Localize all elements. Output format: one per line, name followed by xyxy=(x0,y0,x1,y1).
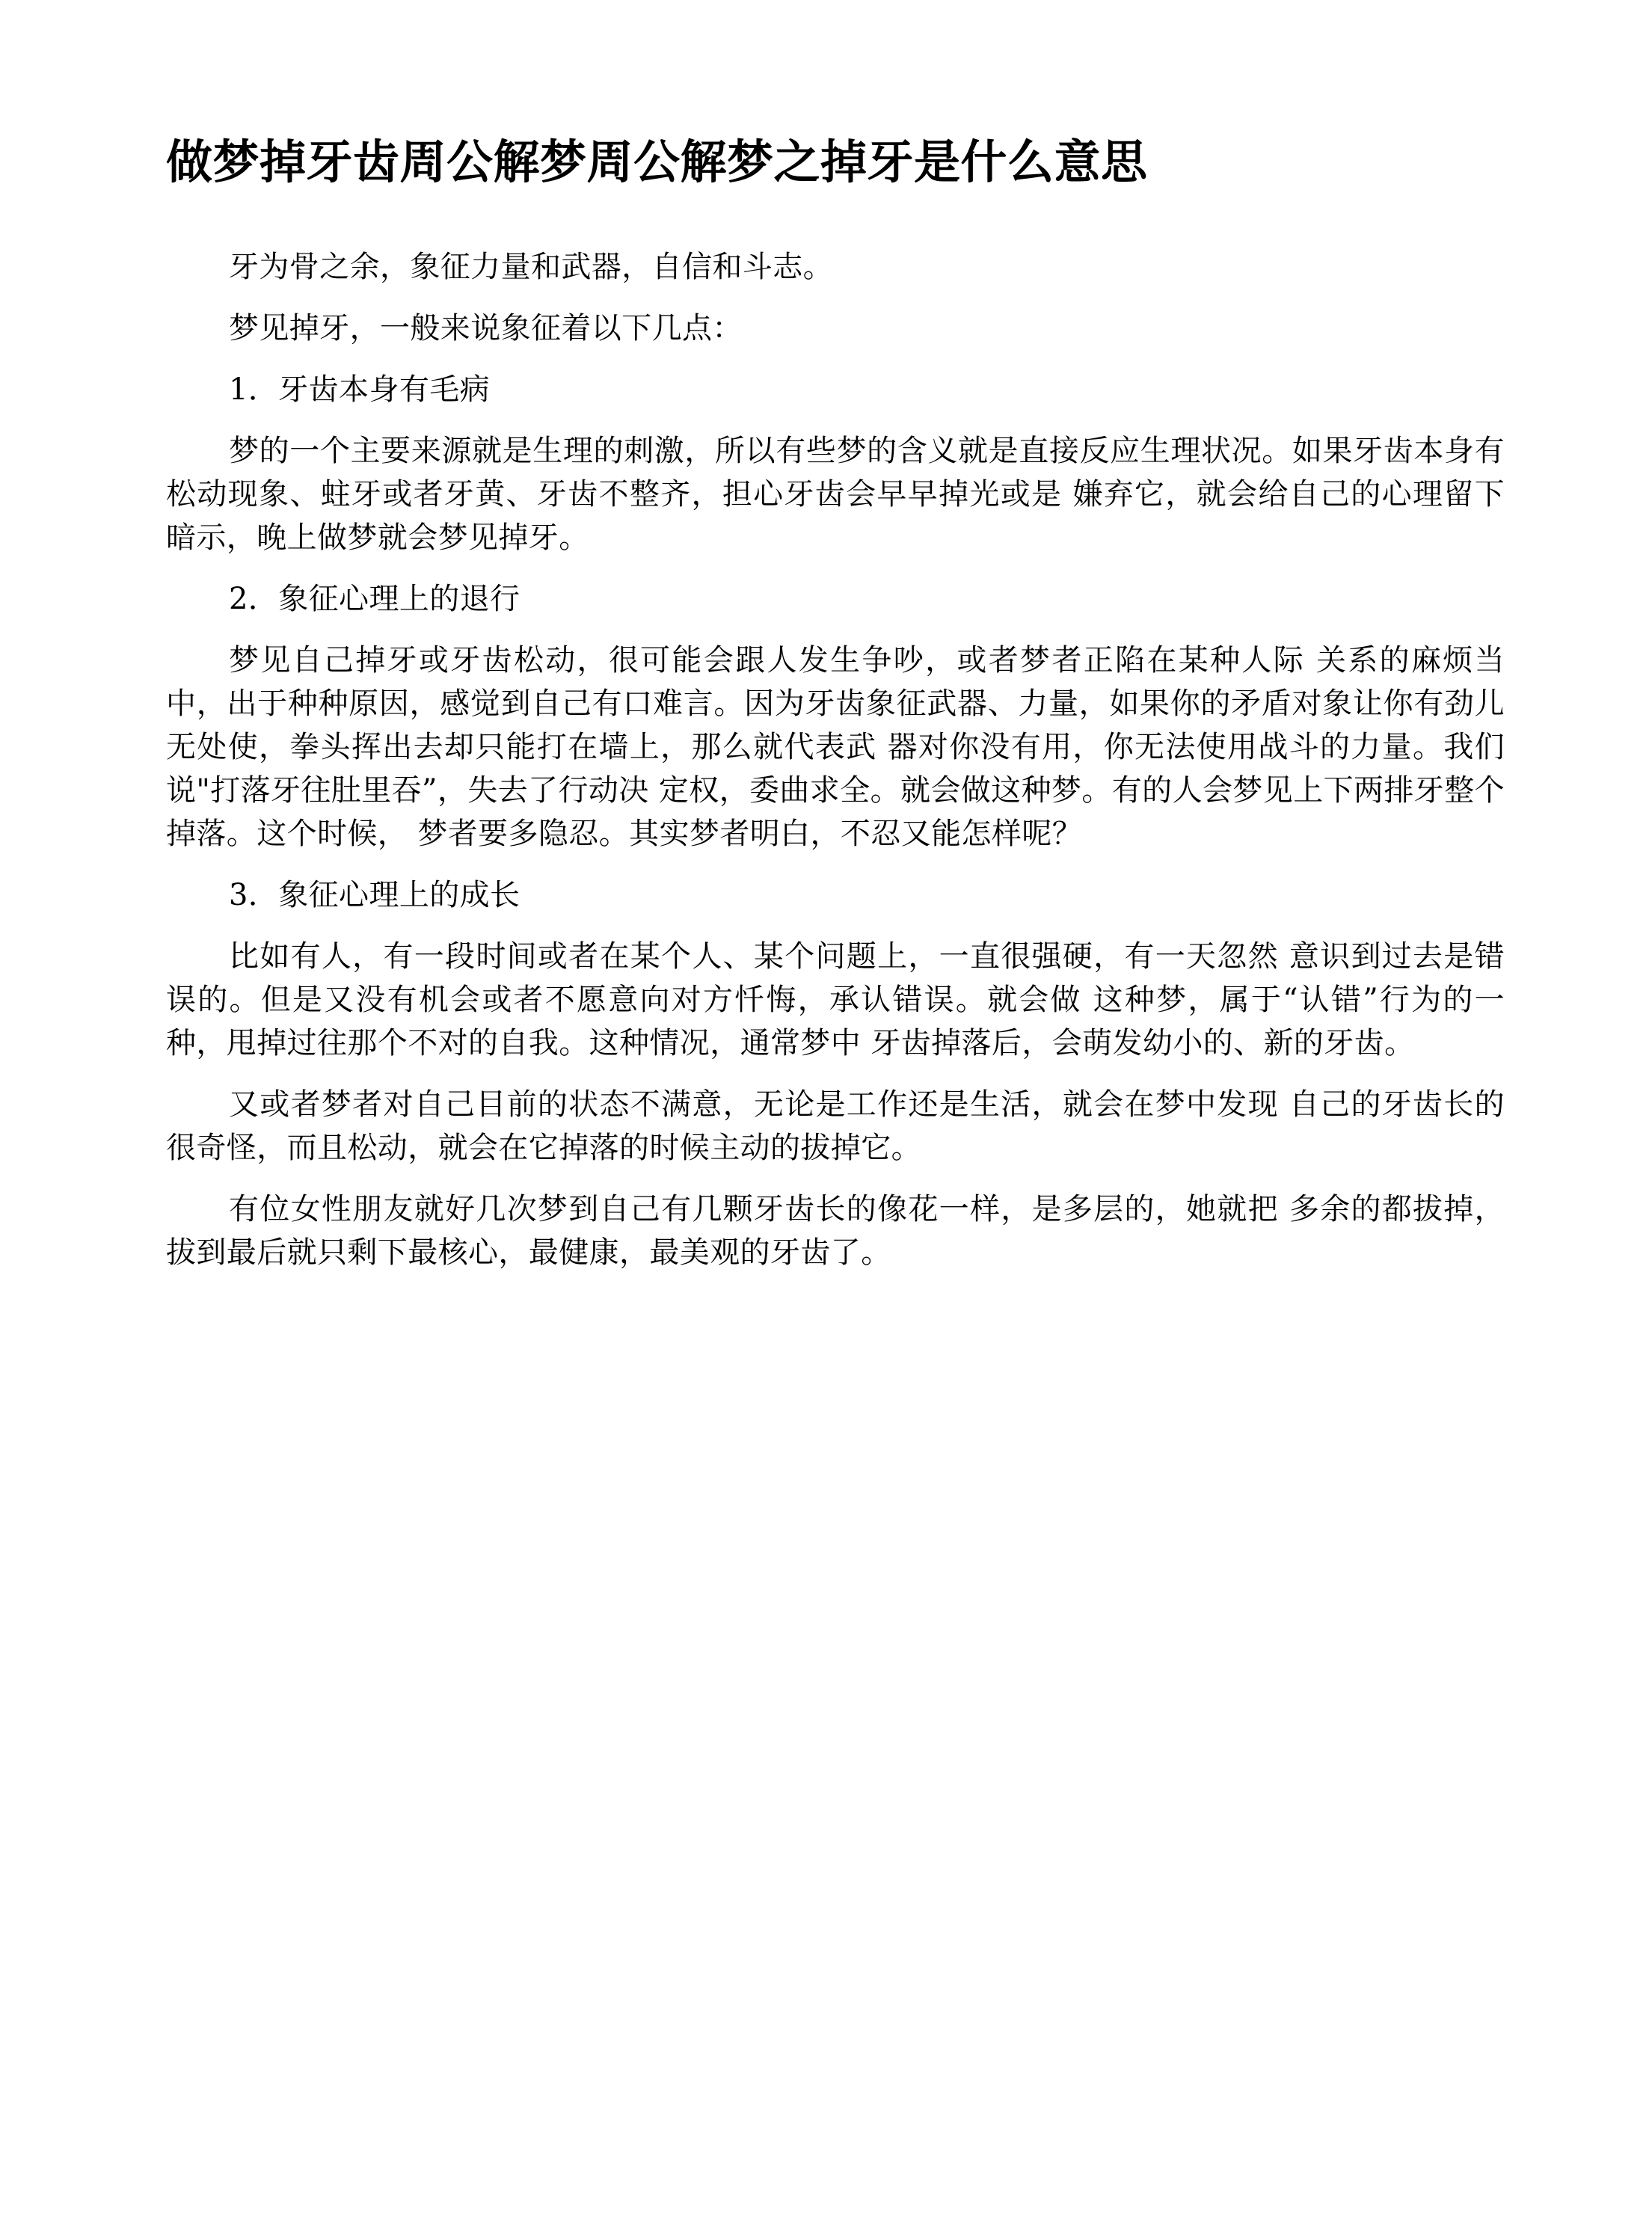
paragraph-body-5: 有位女性朋友就好几次梦到自己有几颗牙齿长的像花一样，是多层的，她就把 多余的都拔掉，拔到最后就只剩下最核心，最健康，最美观的牙齿了。 xyxy=(166,1191,1505,1270)
paragraph-spacer xyxy=(166,559,1505,567)
paragraph-spacer xyxy=(166,621,1505,628)
section-heading-1: 1．牙齿本身有毛病 xyxy=(229,372,491,407)
section-heading-3: 3．象征心理上的成长 xyxy=(229,877,521,912)
title-spacer xyxy=(166,191,1505,235)
paragraph-spacer xyxy=(166,1065,1505,1072)
paragraph-body-2: 梦见自己掉牙或牙齿松动，很可能会跟人发生争吵，或者梦者正陷在某种人际 关系的麻烦当中，出于种种原因，感觉到自己有口难言。因为牙齿象征武器、力量，如果你的矛盾对象让你有劲儿无处使，拳头挥出去却只能打在墙上，那么就代表武 器对你没有用，你无法使用战斗的力量。我们说"打落牙往肚里吞”，失去了行动决 定权，委曲求全。就会做这种梦。有的人会梦见上下两排牙整个掉落。这个时候， 梦者要多隐忍。其实梦者明白，不忍又能怎样呢？ xyxy=(166,642,1505,851)
paragraph-body-1: 梦的一个主要来源就是生理的刺激，所以有些梦的含义就是直接反应生理状况。如果牙齿本身有松动现象、蛀牙或者牙黄、牙齿不整齐，担心牙齿会早早掉光或是 嫌弃它，就会给自己的心理留下暗示，晚上做梦就会梦见掉牙。 xyxy=(166,433,1505,555)
paragraph-spacer xyxy=(166,289,1505,296)
paragraph-spacer xyxy=(166,411,1505,419)
paragraph-spacer xyxy=(166,350,1505,357)
paragraph-intro-2: 梦见掉牙，一般来说象征着以下几点： xyxy=(229,310,743,345)
document-content xyxy=(166,0,1505,1274)
paragraph-intro-1: 牙为骨之余，象征力量和武器，自信和斗志。 xyxy=(229,249,833,284)
paragraph-body-3: 比如有人，有一段时间或者在某个人、某个问题上，一直很强硬，有一天忽然 意识到过去是错误的。但是又没有机会或者不愿意向对方忏悔，承认错误。就会做 这种梦，属于“认错”行为的一种，甩掉过往那个不对的自我。这种情况，通常梦中 牙齿掉落后，会萌发幼小的、新的牙齿。 xyxy=(166,939,1505,1060)
paragraph-body-4: 又或者梦者对自己目前的状态不满意，无论是工作还是生活，就会在梦中发现 自己的牙齿长的很奇怪，而且松动，就会在它掉落的时候主动的拔掉它。 xyxy=(166,1087,1505,1165)
page-title: 做梦掉牙齿周公解梦周公解梦之掉牙是什么意思 xyxy=(166,135,1148,189)
paragraph-spacer xyxy=(166,855,1505,863)
paragraph-spacer xyxy=(166,1170,1505,1177)
section-heading-2: 2．象征心理上的退行 xyxy=(229,581,521,616)
paragraph-spacer xyxy=(166,917,1505,924)
